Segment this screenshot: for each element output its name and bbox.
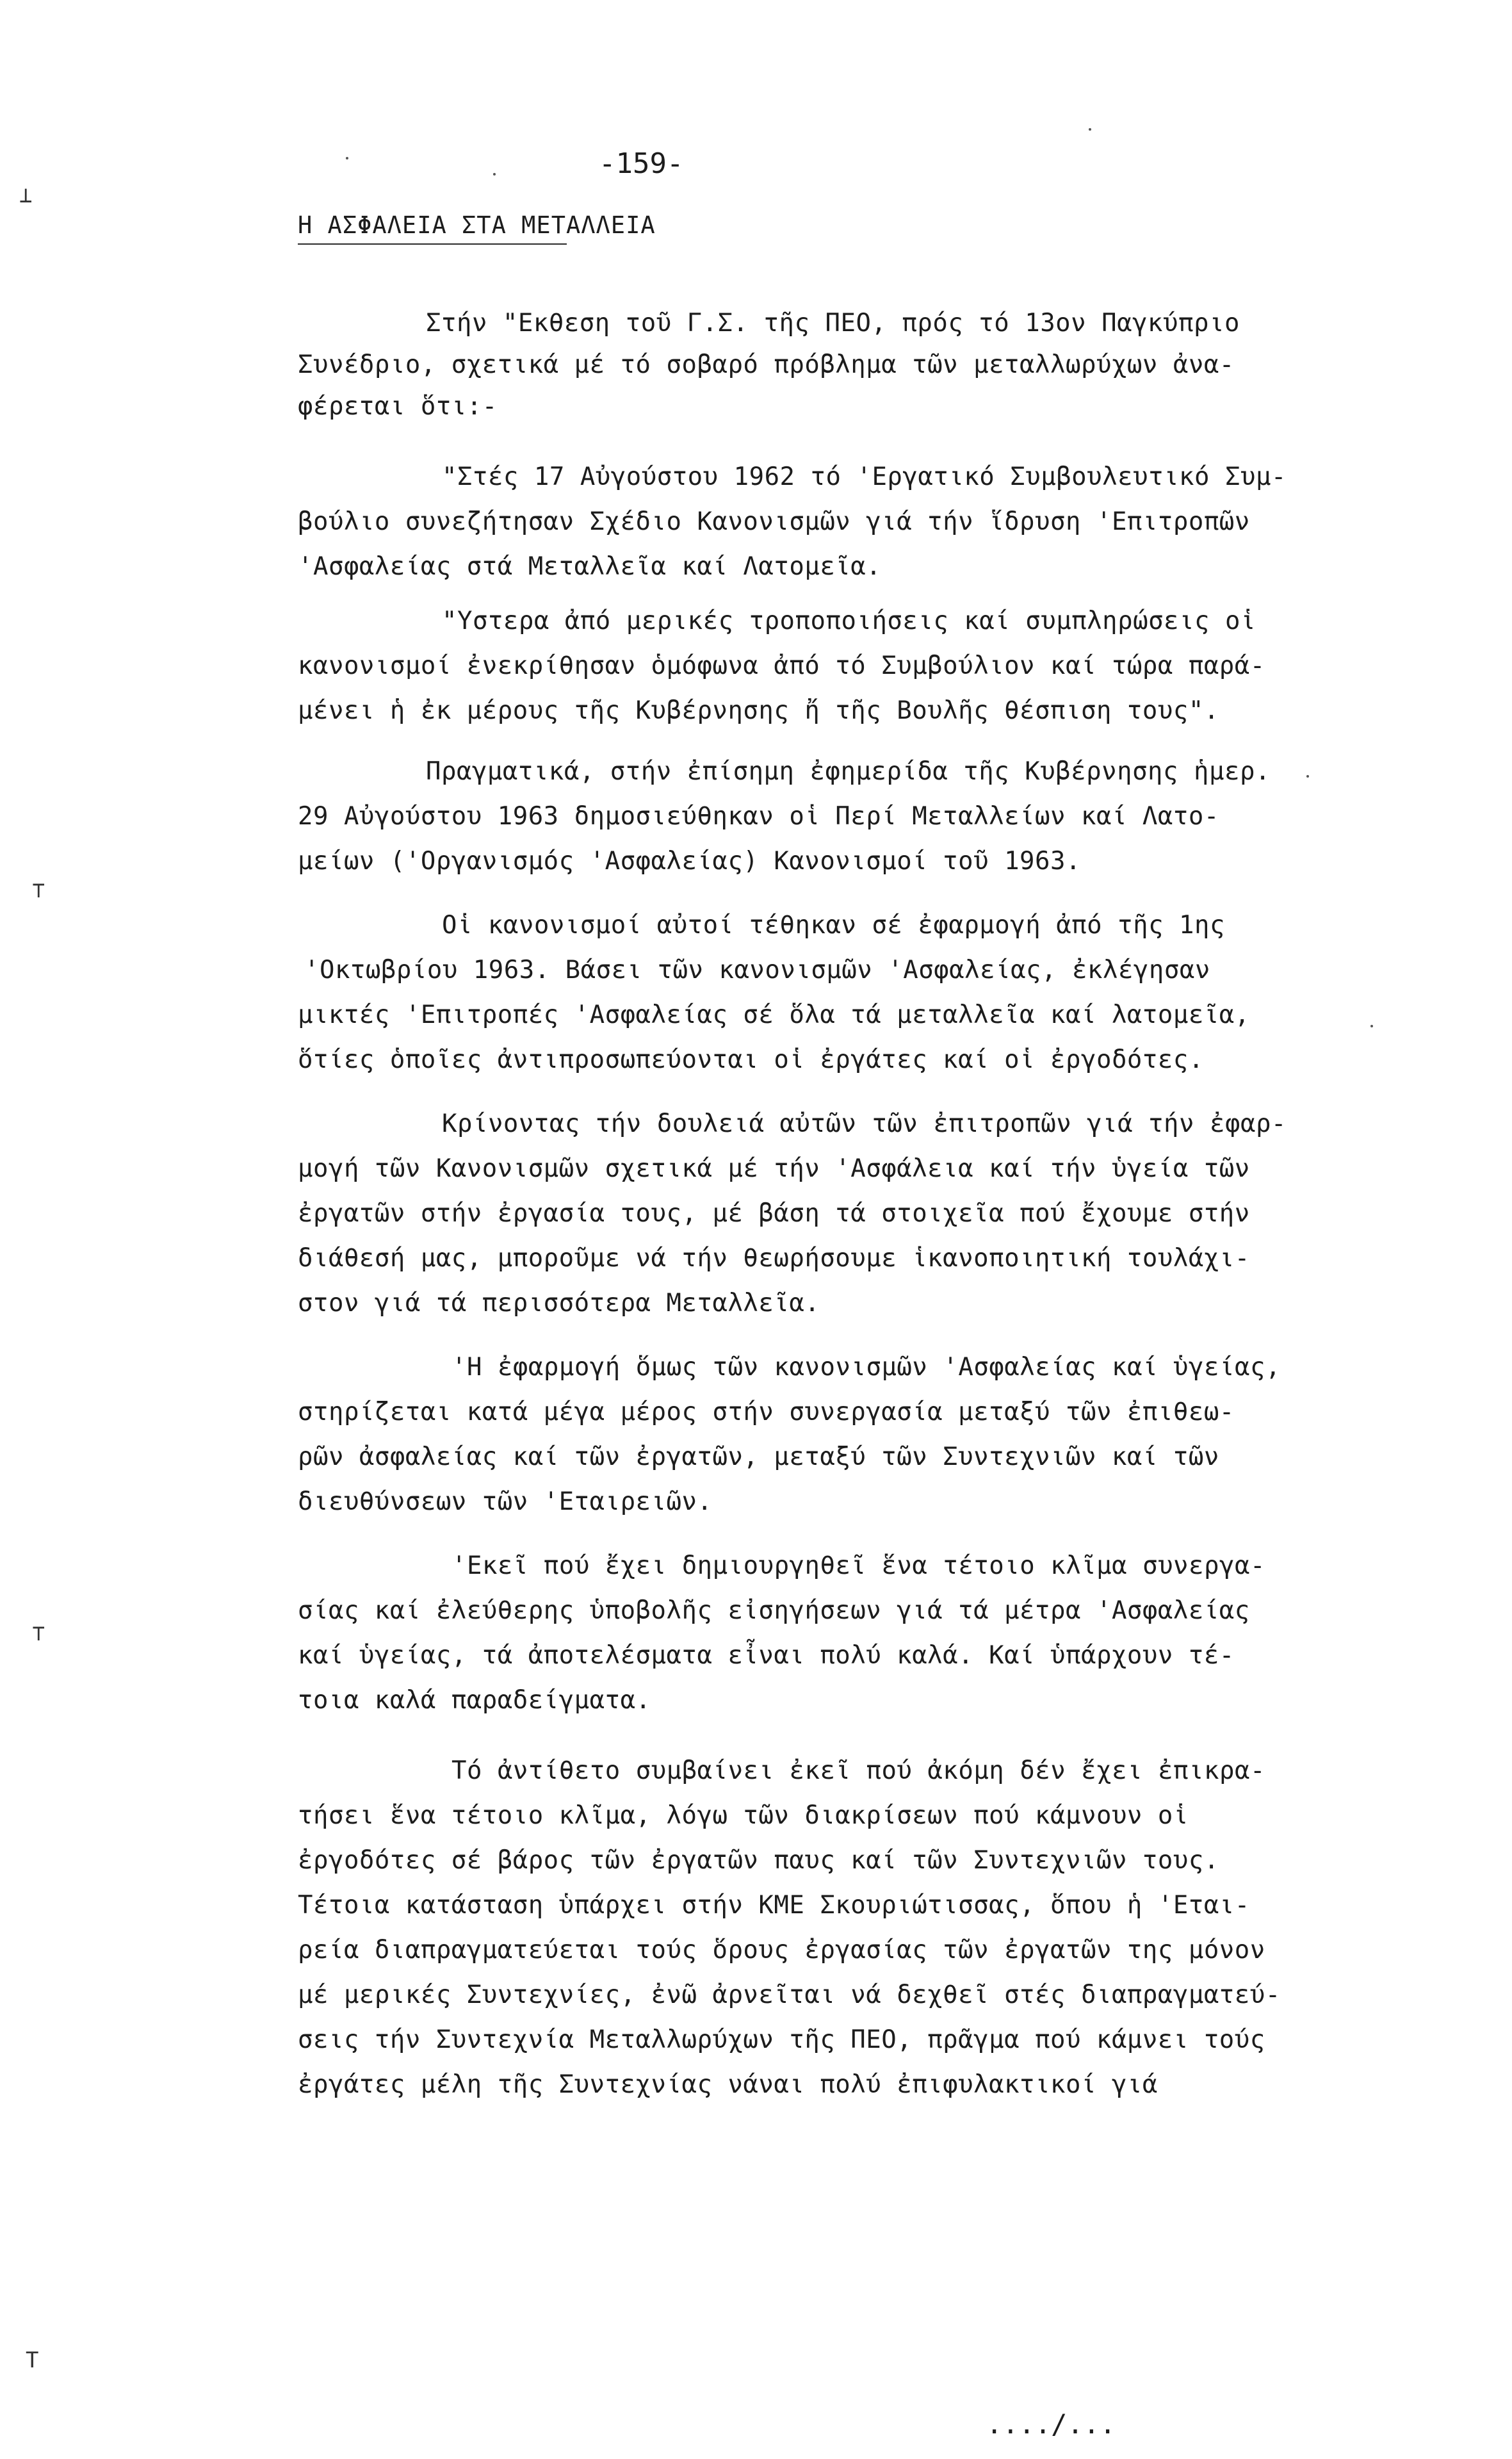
text-line: σεις τήν Συντεχνία Μεταλλωρύχων τῆς ΠΕΟ, πρᾶγμα πού κάμνει τούς bbox=[298, 2025, 1265, 2054]
text-line: 'Η ἐφαρμογή ὅμως τῶν κανονισμῶν 'Ασφαλείας καί ὑγείας, bbox=[451, 1353, 1281, 1382]
continuation-mark: ..../... bbox=[986, 2408, 1116, 2440]
scan-speck bbox=[1306, 775, 1309, 778]
scan-speck bbox=[493, 173, 496, 176]
text-line: 29 Αὐγούστου 1963 δημοσιεύθηκαν οἱ Περί Μεταλλείων καί Λατο- bbox=[298, 802, 1219, 831]
text-line: μέ μερικές Συντεχνίες, ἐνῶ ἀρνεῖται νά δεχθεῖ στές διαπραγματεύ- bbox=[298, 1981, 1281, 2009]
text-line: στον γιά τά περισσότερα Μεταλλεῖα. bbox=[298, 1289, 820, 1318]
page-number: -159- bbox=[599, 147, 684, 180]
text-line: μικτές 'Επιτροπές 'Ασφαλείας σέ ὅλα τά μεταλλεῖα καί λατομεῖα, bbox=[298, 1001, 1250, 1029]
text-line: Στήν "Εκθεση τοῦ Γ.Σ. τῆς ΠΕΟ, πρός τό 13ον Παγκύπριο bbox=[426, 309, 1240, 338]
text-line: ρεία διαπραγματεύεται τούς ὅρους ἐργασίας τῶν ἐργατῶν της μόνον bbox=[298, 1936, 1265, 1965]
section-heading: Η ΑΣΦΑΛΕΙΑ ΣΤΑ ΜΕΤΑΛΛΕΙΑ bbox=[298, 211, 656, 239]
text-line: βούλιο συνεζήτησαν Σχέδιο Κανονισμῶν γιά τήν ἵδρυση 'Επιτροπῶν bbox=[298, 507, 1250, 536]
scan-speck bbox=[346, 157, 348, 159]
margin-tick-mark: T bbox=[26, 2348, 39, 2373]
margin-tick-mark: ⊤ bbox=[32, 1621, 45, 1646]
text-line: διάθεσή μας, μποροῦμε νά τήν θεωρήσουμε ἱκανοποιητική τουλάχι- bbox=[298, 1244, 1250, 1273]
text-line: Τό ἀντίθετο συμβαίνει ἐκεῖ πού ἀκόμη δέν ἔχει ἐπικρα- bbox=[451, 1756, 1265, 1785]
text-line: 'Ασφαλείας στά Μεταλλεῖα καί Λατομεῖα. bbox=[298, 552, 882, 581]
text-line: μογή τῶν Κανονισμῶν σχετικά μέ τήν 'Ασφάλεια καί τήν ὑγεία τῶν bbox=[298, 1154, 1250, 1183]
text-line: στηρίζεται κατά μέγα μέρος στήν συνεργασία μεταξύ τῶν ἐπιθεω- bbox=[298, 1398, 1235, 1426]
text-line: ρῶν ἀσφαλείας καί τῶν ἐργατῶν, μεταξύ τῶν Συντεχνιῶν καί τῶν bbox=[298, 1442, 1219, 1471]
text-line: 'Εκεῖ πού ἔχει δημιουργηθεῖ ἕνα τέτοιο κλῖμα συνεργα- bbox=[451, 1551, 1265, 1580]
text-line: Οἱ κανονισμοί αὐτοί τέθηκαν σέ ἐφαρμογή ἀπό τῆς 1ης bbox=[442, 911, 1225, 940]
margin-tick-mark: ⊥ bbox=[19, 183, 33, 208]
text-line: ἐργάτες μέλη τῆς Συντεχνίας νάναι πολύ ἐπιφυλακτικοί γιά bbox=[298, 2070, 1158, 2099]
text-line: καί ὑγείας, τά ἀποτελέσματα εἶναι πολύ καλά. Καί ὑπάρχουν τέ- bbox=[298, 1641, 1235, 1670]
text-line: σίας καί ἐλεύθερης ὑποβολῆς εἰσηγήσεων γιά τά μέτρα 'Ασφαλείας bbox=[298, 1596, 1250, 1625]
text-line: Τέτοια κατάσταση ὑπάρχει στήν ΚΜΕ Σκουριώτισσας, ὅπου ἡ 'Εται- bbox=[298, 1891, 1250, 1920]
text-line: 'Οκτωβρίου 1963. Βάσει τῶν κανονισμῶν 'Ασφαλείας, ἐκλέγησαν bbox=[304, 956, 1210, 984]
text-line: ἐργατῶν στήν ἐργασία τους, μέ βάση τά στοιχεῖα πού ἔχουμε στήν bbox=[298, 1199, 1250, 1228]
text-line: Κρίνοντας τήν δουλειά αὐτῶν τῶν ἐπιτροπῶν γιά τήν ἐφαρ- bbox=[442, 1109, 1287, 1138]
text-line: μένει ἡ ἐκ μέρους τῆς Κυβέρνησης ἤ τῆς Βουλῆς θέσπιση τους". bbox=[298, 696, 1219, 725]
text-line: φέρεται ὅτι:- bbox=[298, 392, 498, 421]
scan-speck bbox=[1370, 1025, 1373, 1027]
text-line: ὅτίες ὁποῖες ἀντιπροσωπεύονται οἱ ἐργάτες καί οἱ ἐργοδότες. bbox=[298, 1045, 1204, 1074]
text-line: Πραγματικά, στήν ἐπίσημη ἐφημερίδα τῆς Κυβέρνησης ἡμερ. bbox=[426, 757, 1271, 786]
text-line: τοια καλά παραδείγματα. bbox=[298, 1686, 651, 1715]
text-line: μείων ('Οργανισμός 'Ασφαλείας) Κανονισμοί τοῦ 1963. bbox=[298, 847, 1081, 876]
text-line: κανονισμοί ἐνεκρίθησαν ὁμόφωνα ἀπό τό Συμβούλιον καί τώρα παρά- bbox=[298, 651, 1265, 680]
text-line: διευθύνσεων τῶν 'Εταιρειῶν. bbox=[298, 1487, 713, 1516]
text-line: Συνέδριο, σχετικά μέ τό σοβαρό πρόβλημα τῶν μεταλλωρύχων ἀνα- bbox=[298, 350, 1235, 379]
margin-tick-mark: ⊤ bbox=[32, 878, 45, 903]
text-line: τήσει ἕνα τέτοιο κλῖμα, λόγω τῶν διακρίσεων πού κάμνουν οἱ bbox=[298, 1801, 1189, 1830]
scan-speck bbox=[1089, 128, 1091, 131]
heading-underline bbox=[298, 243, 567, 245]
text-line: ἐργοδότες σέ βάρος τῶν ἐργατῶν παυς καί τῶν Συντεχνιῶν τους. bbox=[298, 1846, 1219, 1875]
text-line: "Υστερα ἀπό μερικές τροποποιήσεις καί συμπληρώσεις οἱ bbox=[442, 607, 1256, 635]
text-line: "Στές 17 Αὐγούστου 1962 τό 'Εργατικό Συμβουλευτικό Συμ- bbox=[442, 462, 1287, 491]
